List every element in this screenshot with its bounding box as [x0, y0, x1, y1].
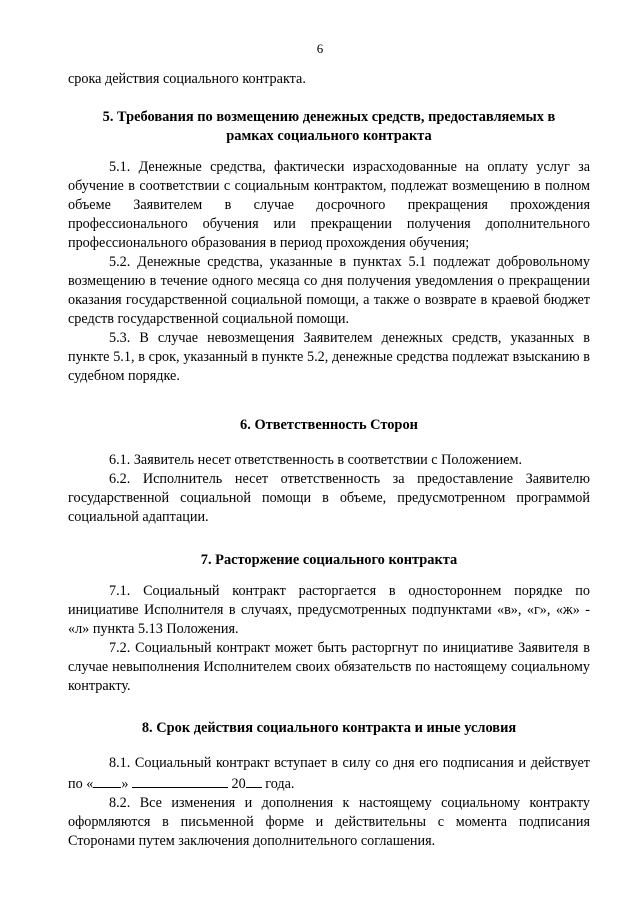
paragraph-8-1-text: 8.1. Социальный контракт вступает в силу со дня его подписания и действует по «	[68, 755, 590, 792]
page-number: 6	[316, 41, 324, 56]
section-5-heading-line2: рамках социального контракта	[226, 128, 432, 144]
paragraph-6-1: 6.1. Заявитель несет ответственность в соответствии с Положением.	[109, 452, 523, 468]
paragraph-8-1-end: года.	[265, 776, 295, 792]
paragraph-5-1: 5.1. Денежные средства, фактически израсходованные на оплату услуг за обучение в соответствии с социальным контрактом, подлежат возмещению в полном объеме Заявителем в случае досрочного прекращения прохождения профессионального обучения или прекращении получения дополнительного профессионального образования в период прохождения обучения;	[68, 159, 590, 251]
paragraph-7-2: 7.2. Социальный контракт может быть расторгнут по инициативе Заявителя в случае невыполнения Исполнителем своих обязательств по настоящему социальному контракту.	[68, 640, 590, 694]
paragraph-5-2: 5.2. Денежные средства, указанные в пунктах 5.1 подлежат добровольному возмещению в течение одного месяца со дня получения уведомления о прекращении оказания государственной социальной помощи, а также о возврате в краевой бюджет средств государственной социальной помощи.	[68, 254, 590, 327]
section-8-heading	[68, 719, 590, 738]
day-blank	[93, 773, 121, 788]
paragraph-6-2: 6.2. Исполнитель несет ответственность за предоставление Заявителю государственной социальной помощи в объеме, предусмотренном программой социальной адаптации.	[68, 471, 590, 525]
intro-line: срока действия социального контракта.	[68, 71, 306, 87]
section-6-body	[68, 451, 590, 527]
section-7-body	[68, 582, 590, 696]
quote-close: »	[121, 776, 129, 792]
paragraph-8-1	[68, 754, 590, 794]
paragraph-5-3: 5.3. В случае невозмещения Заявителем денежных средств, указанных в пункте 5.1, в срок, указанный в пункте 5.2, денежные средства подлежат взысканию в судебном порядке.	[68, 330, 590, 384]
section-6-title: 6. Ответственность Сторон	[240, 417, 418, 433]
section-5-heading-line1: 5. Требования по возмещению денежных средств, предоставляемых в	[102, 109, 556, 125]
paragraph-8-2: 8.2. Все изменения и дополнения к настоящему социальному контракту оформляются в письменной форме и действительны с момента подписания Сторонами путем заключения дополнительного соглашения.	[68, 795, 590, 849]
paragraph-7-1: 7.1. Социальный контракт расторгается в одностороннем порядке по инициативе Исполнителя в случаях, предусмотренных подпунктами «в», «г», «ж» - «л» пункта 5.13 Положения.	[68, 583, 590, 637]
section-8-body	[68, 754, 590, 851]
month-blank	[132, 773, 228, 788]
section-7-heading	[68, 551, 590, 570]
section-6-heading	[68, 416, 590, 435]
section-5-body	[68, 158, 590, 386]
intro-text	[68, 70, 590, 89]
year-blank	[246, 773, 262, 788]
section-7-title: 7. Расторжение социального контракта	[200, 552, 458, 568]
section-5-heading	[68, 108, 590, 146]
year-prefix: 20	[231, 776, 246, 792]
section-8-title: 8. Срок действия социального контракта и иные условия	[141, 720, 517, 736]
